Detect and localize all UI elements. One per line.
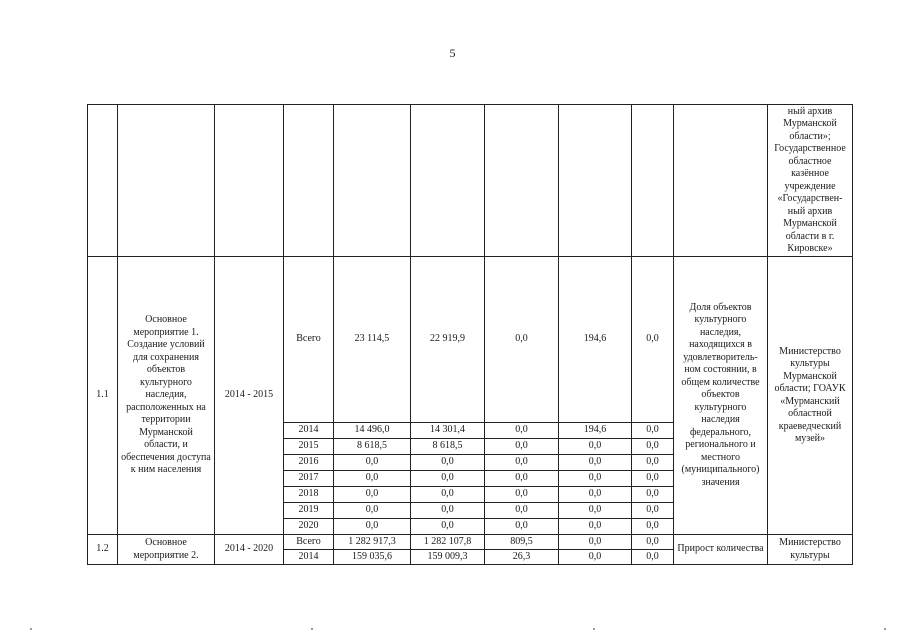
federal-budget-cell: 0,0: [485, 487, 559, 503]
year-cell: 2014: [284, 423, 334, 439]
local-budget-cell: 0,0: [559, 535, 632, 550]
total-cell: 159 035,6: [334, 550, 411, 565]
extra-budget-cell: 0,0: [632, 535, 674, 550]
extra-budget-cell: 0,0: [632, 519, 674, 535]
regional-budget-cell: 0,0: [411, 503, 485, 519]
activity-number: 1.2: [88, 535, 118, 565]
regional-budget-cell: 8 618,5: [411, 439, 485, 455]
total-cell: 14 496,0: [334, 423, 411, 439]
federal-budget-cell: 0,0: [485, 455, 559, 471]
local-budget-cell: 0,0: [559, 550, 632, 565]
activity-period: 2014 - 2015: [215, 257, 284, 535]
indicator-cell: Доля объектов культурного наследия, находящихся в удовлетворитель-ном состоянии, в общем количестве объектов культурного наследия федерального, регионального и местного (муниципального) значения: [674, 257, 768, 535]
total-cell: 0,0: [334, 471, 411, 487]
regional-budget-cell: 0,0: [411, 471, 485, 487]
local-budget-cell: 0,0: [559, 487, 632, 503]
regional-budget-cell: 159 009,3: [411, 550, 485, 565]
responsible-cell: Министерство культуры Мурманской области; ГОАУК «Мурманский областной краеведческий музей»: [768, 257, 853, 535]
program-activities-table: [87, 104, 853, 565]
activity-period: 2014 - 2020: [215, 535, 284, 565]
year-cell: 2017: [284, 471, 334, 487]
total-cell: 0,0: [334, 519, 411, 535]
total-cell: 8 618,5: [334, 439, 411, 455]
indicator-cell: Прирост количества: [674, 535, 768, 565]
regional-budget-cell: 0,0: [411, 455, 485, 471]
federal-budget-cell: 0,0: [485, 519, 559, 535]
federal-budget-cell: 0,0: [485, 423, 559, 439]
year-cell: 2018: [284, 487, 334, 503]
extra-budget-cell: 0,0: [632, 503, 674, 519]
federal-budget-cell: 0,0: [485, 439, 559, 455]
regional-budget-cell: 14 301,4: [411, 423, 485, 439]
year-cell: Всего: [284, 257, 334, 423]
local-budget-cell: 0,0: [559, 503, 632, 519]
year-cell: 2019: [284, 503, 334, 519]
local-budget-cell: 194,6: [559, 423, 632, 439]
scan-speck: [884, 628, 886, 630]
federal-budget-cell: 0,0: [485, 471, 559, 487]
year-cell: Всего: [284, 535, 334, 550]
year-cell: 2015: [284, 439, 334, 455]
local-budget-cell: 0,0: [559, 519, 632, 535]
scan-speck: [30, 628, 32, 630]
regional-budget-cell: 0,0: [411, 487, 485, 503]
page-number: 5: [449, 46, 456, 60]
extra-budget-cell: 0,0: [632, 439, 674, 455]
federal-budget-cell: 26,3: [485, 550, 559, 565]
regional-budget-cell: 22 919,9: [411, 257, 485, 423]
extra-budget-cell: 0,0: [632, 257, 674, 423]
table-row: [88, 535, 853, 550]
activity-number: 1.1: [88, 257, 118, 535]
local-budget-cell: 0,0: [559, 455, 632, 471]
regional-budget-cell: 0,0: [411, 519, 485, 535]
local-budget-cell: 0,0: [559, 471, 632, 487]
total-cell: 23 114,5: [334, 257, 411, 423]
continuation-row: [88, 105, 853, 257]
federal-budget-cell: 0,0: [485, 503, 559, 519]
regional-budget-cell: 1 282 107,8: [411, 535, 485, 550]
scan-speck: [593, 628, 595, 630]
activity-name: Основное мероприятие 1. Создание условий для сохранения объектов культурного наследия, расположенных на территории Мурманской области, и обеспечения доступа к ним населения: [118, 257, 215, 535]
total-cell: 0,0: [334, 455, 411, 471]
activity-name: Основное мероприятие 2.: [118, 535, 215, 565]
federal-budget-cell: 0,0: [485, 257, 559, 423]
total-cell: 1 282 917,3: [334, 535, 411, 550]
year-cell: 2014: [284, 550, 334, 565]
responsible-cell: Министерство культуры: [768, 535, 853, 565]
federal-budget-cell: 809,5: [485, 535, 559, 550]
local-budget-cell: 0,0: [559, 439, 632, 455]
local-budget-cell: 194,6: [559, 257, 632, 423]
year-cell: 2020: [284, 519, 334, 535]
extra-budget-cell: 0,0: [632, 487, 674, 503]
continuation-responsible: ный архив Мурманской области»; Государственное областное казённое учреждение «Государствен-ный архив Мурманской области в г. Кировске»: [768, 105, 853, 257]
scan-speck: [311, 628, 313, 630]
total-cell: 0,0: [334, 487, 411, 503]
extra-budget-cell: 0,0: [632, 455, 674, 471]
total-cell: 0,0: [334, 503, 411, 519]
table-row: [88, 257, 853, 423]
extra-budget-cell: 0,0: [632, 550, 674, 565]
extra-budget-cell: 0,0: [632, 423, 674, 439]
year-cell: 2016: [284, 455, 334, 471]
extra-budget-cell: 0,0: [632, 471, 674, 487]
